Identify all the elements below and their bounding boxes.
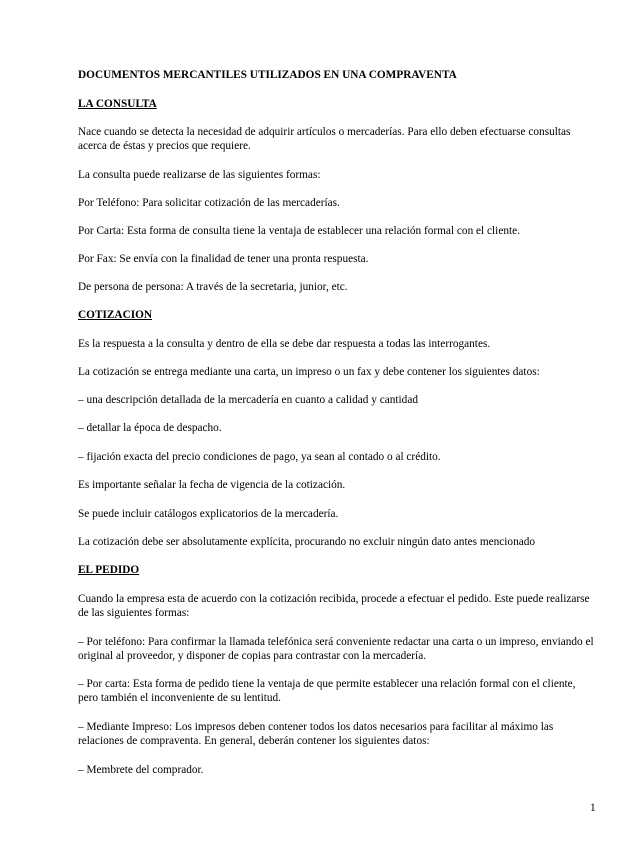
paragraph: La cotización se entrega mediante una carta, un impreso o un fax y debe contener los siguientes datos: — [78, 366, 540, 378]
paragraph: Nace cuando se detecta la necesidad de adquirir artículos o mercaderías. Para ello deben efectuarse consultas acerca de éstas y precios que requiere. — [78, 126, 571, 152]
paragraph: La cotización debe ser absolutamente explícita, procurando no excluir ningún dato antes mencionado — [78, 536, 536, 548]
paragraph: Cuando la empresa esta de acuerdo con la cotización recibida, procede a efectuar el pedido. Este puede realizarse de las siguientes formas: — [78, 593, 590, 619]
paragraph: Se puede incluir catálogos explicatorios de la mercadería. — [78, 508, 339, 520]
paragraph: La consulta puede realizarse de las siguientes formas: — [78, 169, 321, 181]
list-item: – Por teléfono: Para confirmar la llamada telefónica será conveniente redactar una carta o un impreso, enviando el original al proveedor, y disponer de copias para contrastar con la mercadería. — [78, 636, 594, 662]
paragraph: De persona de persona: A través de la secretaria, junior, etc. — [78, 281, 348, 293]
section-heading-cotizacion: COTIZACION — [78, 309, 153, 321]
list-item: – Por carta: Esta forma de pedido tiene la ventaja de que permite establecer una relación formal con el cliente, pero también el inconveniente de su lentitud. — [78, 678, 576, 704]
paragraph: Es la respuesta a la consulta y dentro de ella se debe dar respuesta a todas las interrogantes. — [78, 338, 491, 350]
list-item: – Membrete del comprador. — [78, 764, 204, 776]
list-item: – una descripción detallada de la mercadería en cuanto a calidad y cantidad — [78, 394, 418, 406]
section-heading-consulta: LA CONSULTA — [78, 98, 157, 110]
list-item: – detallar la época de despacho. — [78, 422, 222, 434]
paragraph: Por Fax: Se envía con la finalidad de tener una pronta respuesta. — [78, 253, 369, 265]
document-title: DOCUMENTOS MERCANTILES UTILIZADOS EN UNA COMPRAVENTA — [78, 69, 457, 81]
list-item: – fijación exacta del precio condiciones de pago, ya sean al contado o al crédito. — [78, 451, 441, 463]
paragraph: Por Teléfono: Para solicitar cotización de las mercaderías. — [78, 197, 340, 209]
paragraph: Es importante señalar la fecha de vigencia de la cotización. — [78, 479, 346, 491]
list-item: – Mediante Impreso: Los impresos deben contener todos los datos necesarios para facilitar al máximo las relaciones de compraventa. En general, deberán contener los siguientes datos: — [78, 721, 554, 747]
section-heading-pedido: EL PEDIDO — [78, 564, 140, 576]
page-number: 1 — [590, 802, 596, 814]
paragraph: Por Carta: Esta forma de consulta tiene la ventaja de establecer una relación formal con el cliente. — [78, 225, 520, 237]
